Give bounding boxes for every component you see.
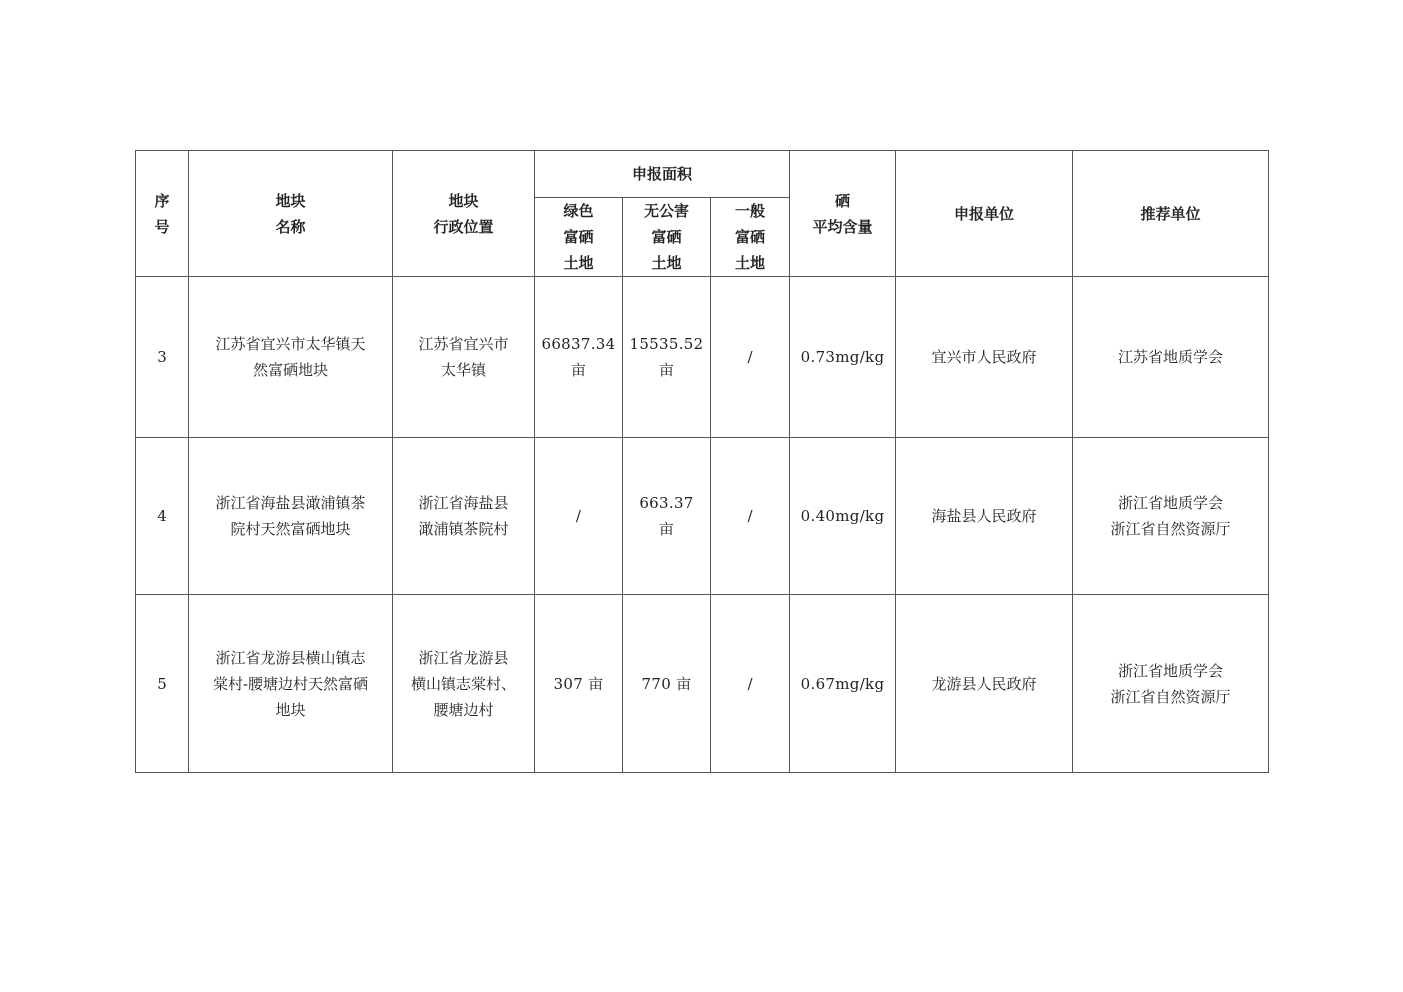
table-row [136, 438, 1269, 595]
cell-name: 浙江省龙游县横山镇志 棠村-腰塘边村天然富硒 地块 [189, 595, 393, 773]
cell-green: 307 亩 [535, 595, 623, 773]
cell-seq: 5 [136, 595, 189, 773]
header-pollution-free: 无公害 富硒 土地 [623, 198, 711, 277]
header-applicant: 申报单位 [896, 151, 1073, 277]
cell-selenium: 0.67mg/kg [790, 595, 896, 773]
cell-general: / [711, 438, 790, 595]
cell-general: / [711, 595, 790, 773]
cell-selenium: 0.73mg/kg [790, 277, 896, 438]
header-green: 绿色 富硒 土地 [535, 198, 623, 277]
cell-location: 江苏省宜兴市 太华镇 [393, 277, 535, 438]
table-row [136, 277, 1269, 438]
cell-recommender: 浙江省地质学会 浙江省自然资源厅 [1073, 438, 1269, 595]
header-name: 地块 名称 [189, 151, 393, 277]
cell-name: 江苏省宜兴市太华镇天 然富硒地块 [189, 277, 393, 438]
cell-pollution-free: 663.37 亩 [623, 438, 711, 595]
cell-seq: 3 [136, 277, 189, 438]
cell-green: 66837.34 亩 [535, 277, 623, 438]
header-location: 地块 行政位置 [393, 151, 535, 277]
cell-selenium: 0.40mg/kg [790, 438, 896, 595]
header-recommender: 推荐单位 [1073, 151, 1269, 277]
selenium-land-table [135, 150, 1269, 773]
cell-location: 浙江省海盐县 澉浦镇茶院村 [393, 438, 535, 595]
cell-applicant: 海盐县人民政府 [896, 438, 1073, 595]
cell-seq: 4 [136, 438, 189, 595]
header-selenium: 硒 平均含量 [790, 151, 896, 277]
header-row-1 [136, 151, 1269, 198]
cell-pollution-free: 770 亩 [623, 595, 711, 773]
cell-recommender: 浙江省地质学会 浙江省自然资源厅 [1073, 595, 1269, 773]
header-area-group: 申报面积 [535, 151, 790, 198]
cell-applicant: 龙游县人民政府 [896, 595, 1073, 773]
table-row [136, 595, 1269, 773]
cell-applicant: 宜兴市人民政府 [896, 277, 1073, 438]
header-seq: 序 号 [136, 151, 189, 277]
header-general: 一般 富硒 土地 [711, 198, 790, 277]
cell-name: 浙江省海盐县澉浦镇茶 院村天然富硒地块 [189, 438, 393, 595]
cell-pollution-free: 15535.52 亩 [623, 277, 711, 438]
cell-general: / [711, 277, 790, 438]
cell-recommender: 江苏省地质学会 [1073, 277, 1269, 438]
cell-location: 浙江省龙游县 横山镇志棠村、 腰塘边村 [393, 595, 535, 773]
cell-green: / [535, 438, 623, 595]
